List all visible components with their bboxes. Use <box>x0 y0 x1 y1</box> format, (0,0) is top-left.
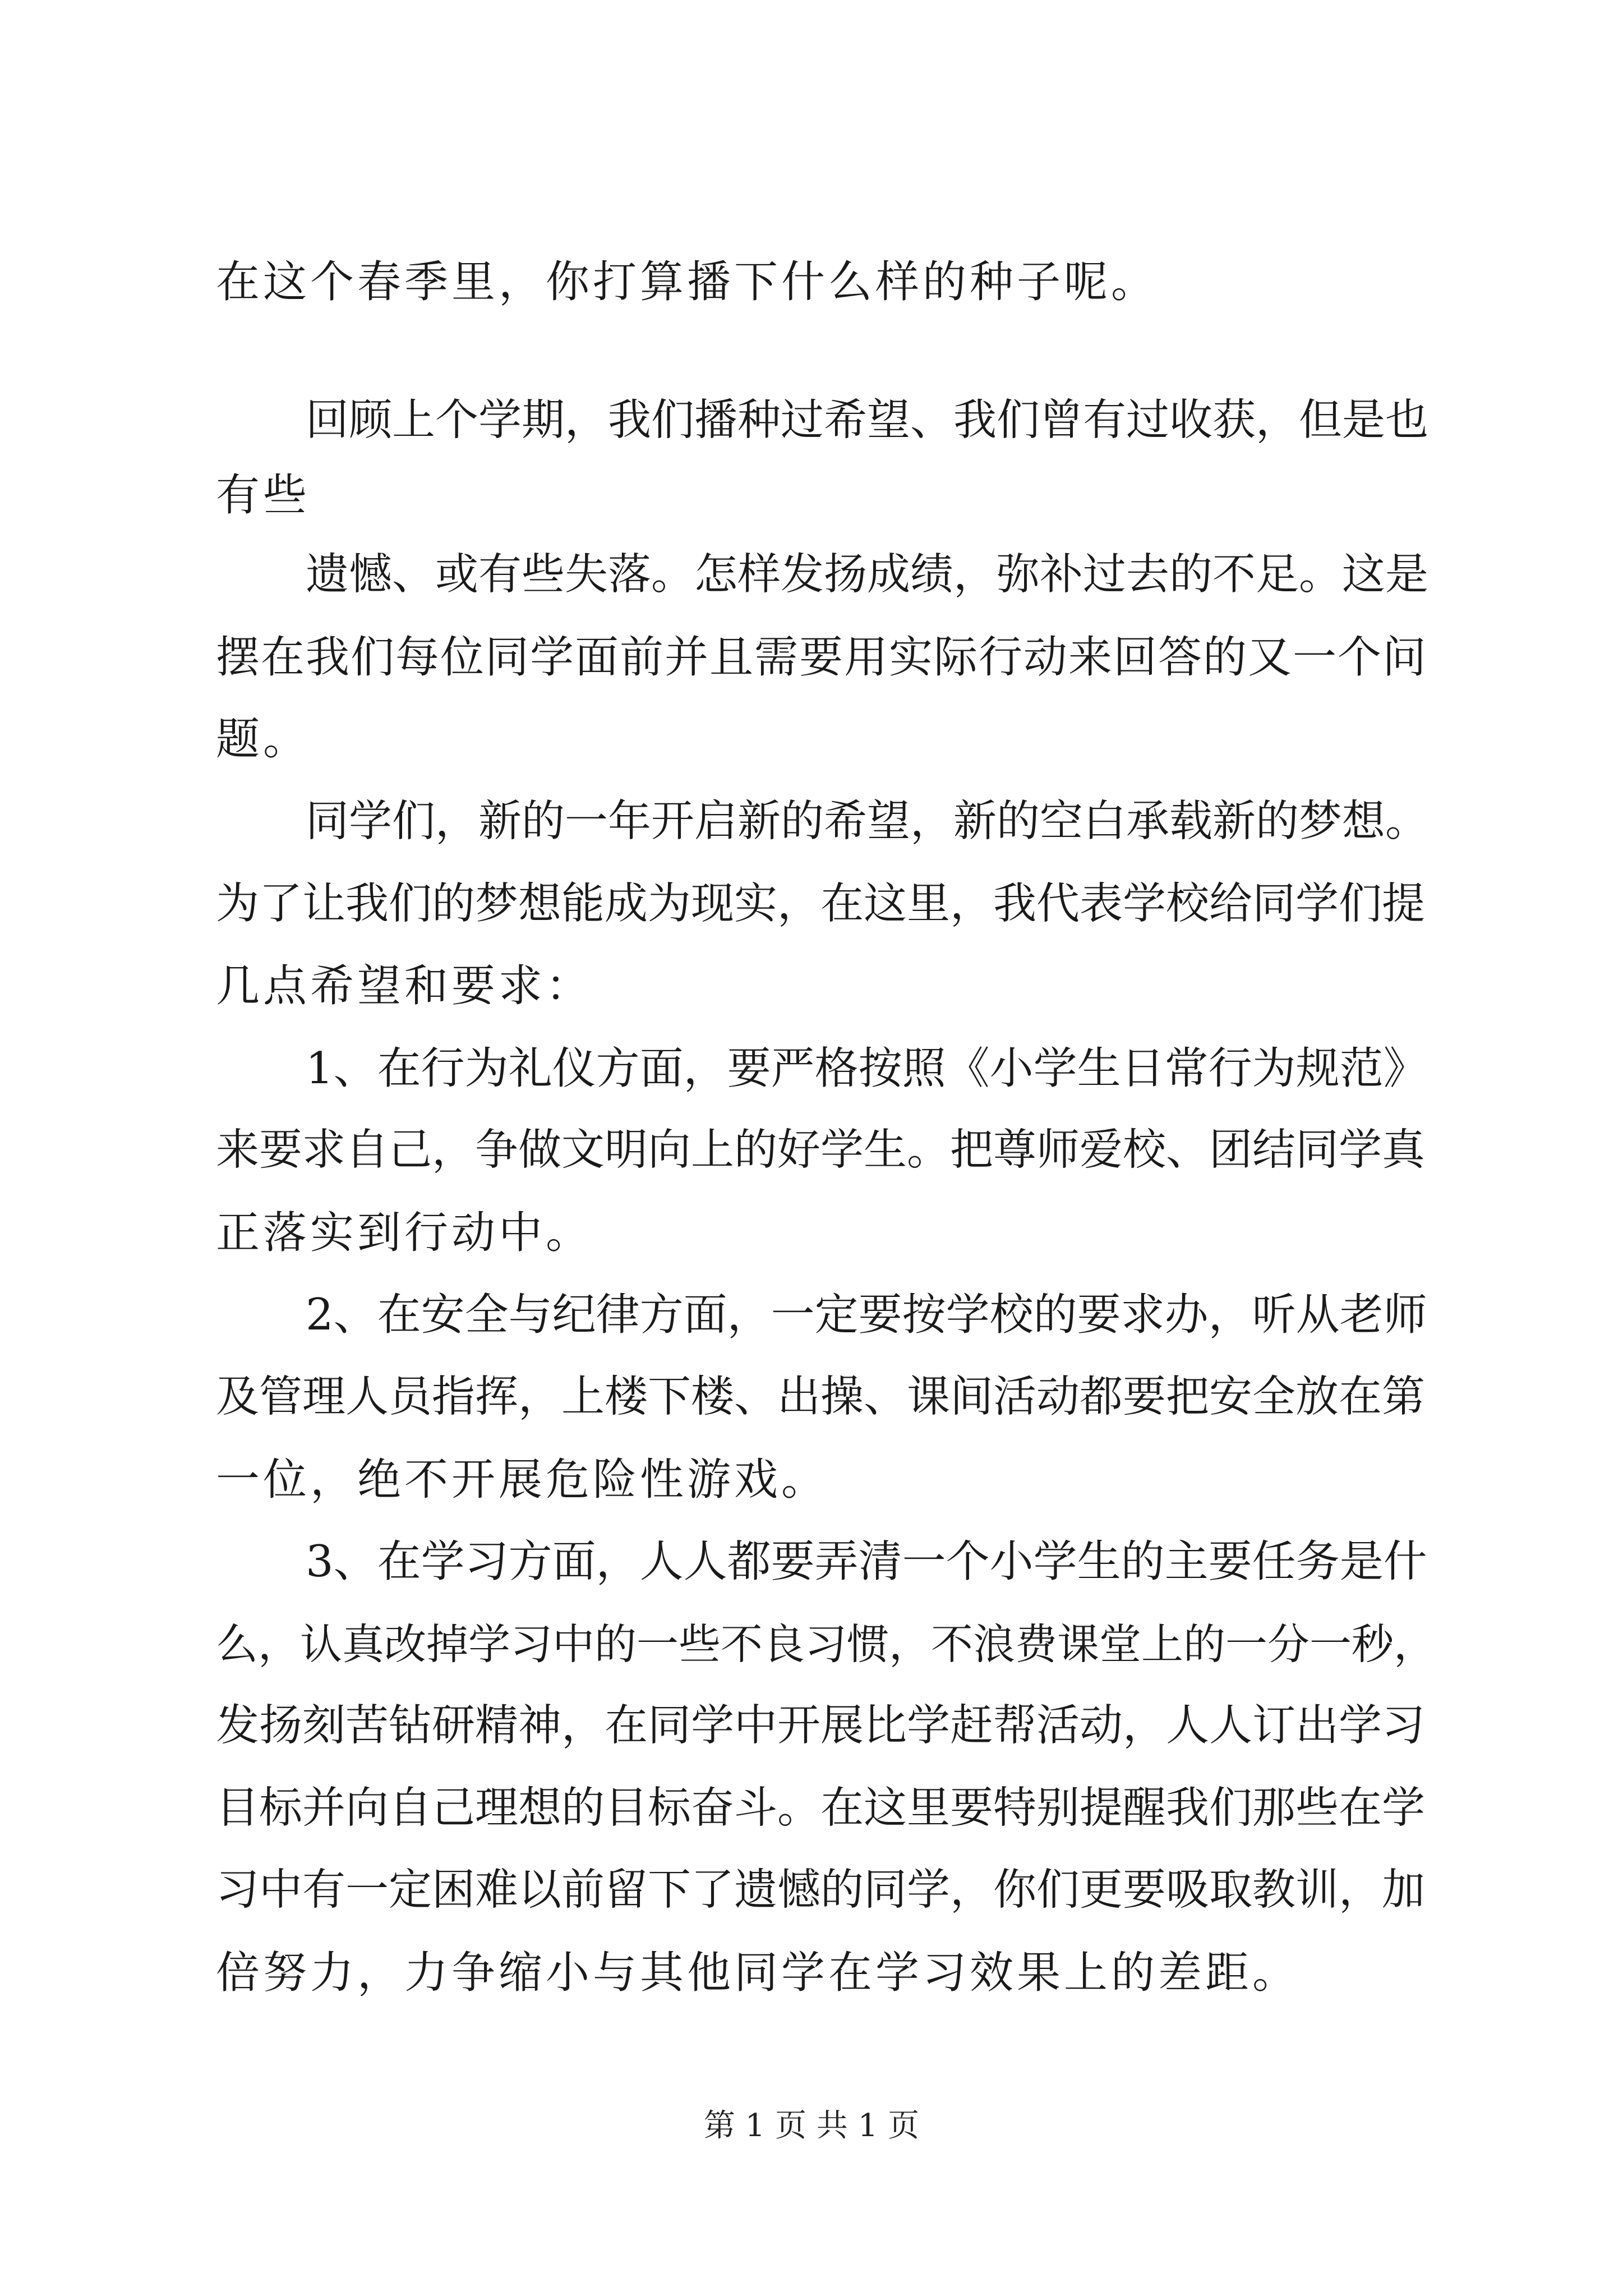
text-line: 么，认真改掉学习中的一些不良习惯，不浪费课堂上的一分一秒， <box>216 1619 1436 1669</box>
text-line: 倍努力，力争缩小与其他同学在学习效果上的差距。 <box>216 1948 1300 1998</box>
text-line: 几点希望和要求： <box>216 961 593 1011</box>
text-line: 目标并向自己理想的目标奋斗。在这里要特别提醒我们那些在学 <box>216 1783 1425 1833</box>
text-line: 正落实到行动中。 <box>216 1208 593 1258</box>
text-line: 及管理人员指挥，上楼下楼、出操、课间活动都要把安全放在第 <box>216 1372 1425 1422</box>
text-line: 2、在安全与纪律方面，一定要按学校的要求办，听从老师 <box>306 1290 1427 1340</box>
text-line: 回顾上个学期，我们播种过希望、我们曾有过收获，但是也 <box>306 395 1428 445</box>
text-line: 遗憾、或有些失落。怎样发扬成绩，弥补过去的不足。这是 <box>306 550 1428 600</box>
page-footer: 第 1 页 共 1 页 <box>703 2108 920 2144</box>
text-line: 题。 <box>216 714 311 765</box>
text-line: 来要求自己，争做文明向上的好学生。把尊师爱校、团结同学真 <box>216 1125 1425 1175</box>
text-line: 同学们，新的一年开启新的希望，新的空白承载新的梦想。 <box>306 797 1428 846</box>
text-line: 1、在行为礼仪方面，要严格按照《小学生日常行为规范》 <box>306 1043 1427 1094</box>
text-line: 有些 <box>216 470 311 521</box>
text-line: 摆在我们每位同学面前并且需要用实际行动来回答的又一个问 <box>216 632 1428 683</box>
text-line: 3、在学习方面，人人都要弄清一个小学生的主要任务是什 <box>306 1536 1427 1587</box>
text-line: 为了让我们的梦想能成为现实，在这里，我代表学校给同学们提 <box>216 879 1425 929</box>
text-line: 发扬刻苦钻研精神，在同学中开展比学赶帮活动，人人订出学习 <box>216 1701 1425 1751</box>
text-line: 一位，绝不开展危险性游戏。 <box>216 1455 829 1505</box>
text-line: 习中有一定困难以前留下了遗憾的同学，你们更要吸取教训，加 <box>216 1865 1425 1915</box>
text-line: 在这个春季里，你打算播下什么样的种子呢。 <box>216 257 1159 307</box>
